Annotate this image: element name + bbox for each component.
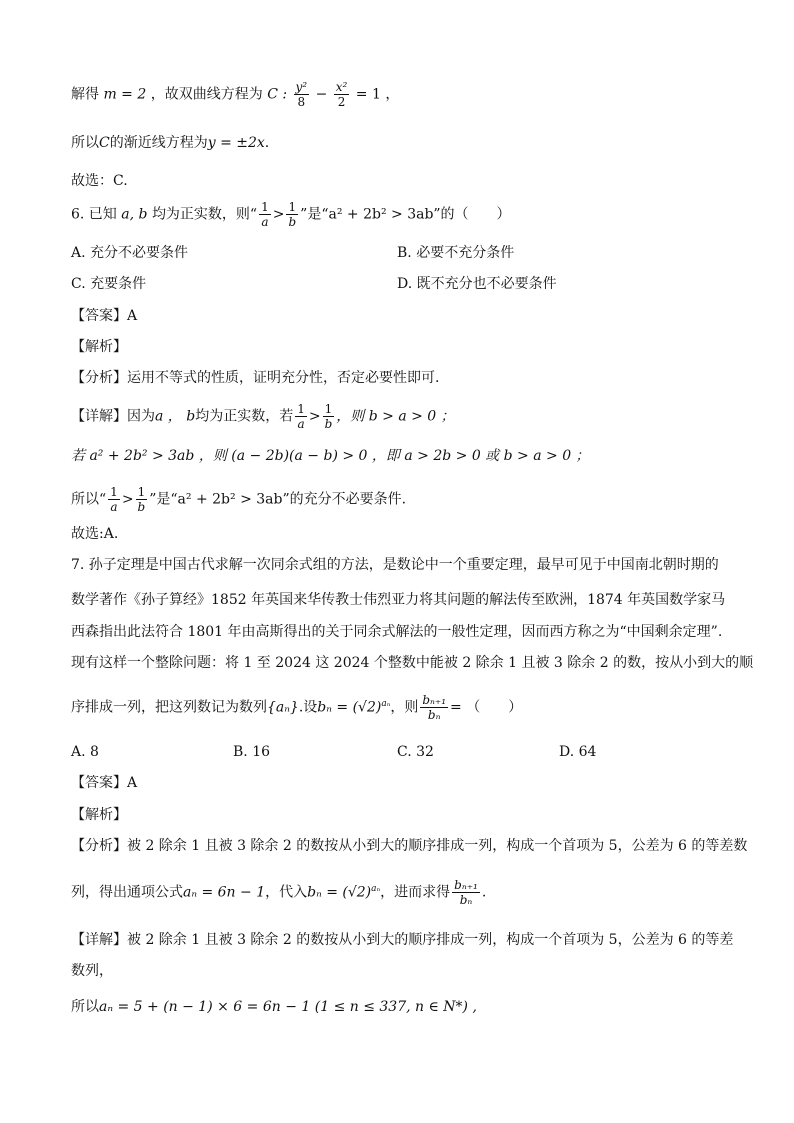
text: . xyxy=(481,884,487,901)
fraction-x2-2: $\frac{\text{x²}}{2}$ xyxy=(335,80,348,109)
gt-sign: > xyxy=(121,491,134,508)
q7-option-b: B. 16 xyxy=(233,744,271,760)
q6-choose: 故选:A. xyxy=(71,526,119,542)
text: 序排成一列，把这列数记为数列 xyxy=(71,699,267,716)
text: ，进而求得 xyxy=(380,884,451,901)
fraction-1-a: $\frac{1}{a}$ xyxy=(297,402,305,431)
q6-option-a: A. 充分不必要条件 xyxy=(71,245,189,261)
math: C xyxy=(99,135,110,151)
text: 6. 已知 xyxy=(71,206,117,223)
fraction-1-a: $\frac{1}{a}$ xyxy=(110,485,118,514)
q7-detail-1: 【详解】被 2 除余 1 且被 3 除余 2 的数按从小到大的顺序排成一列，构成一个首项为 5，公差为 6 的等差 xyxy=(71,932,734,948)
q6-fenxi: 【分析】运用不等式的性质，证明充分性，否定必要性即可. xyxy=(71,370,440,386)
math: bₙ = (√2) xyxy=(317,699,382,716)
q7-para-4: 现有这样一个整除问题：将 1 至 2024 这 2024 个整数中能被 2 除余 1 且被 3 除余 2 的数，按从小到大的顺 xyxy=(71,655,754,671)
text: ，代入 xyxy=(265,884,308,901)
text: 所以 xyxy=(71,999,99,1015)
q6-detail-2: 若 a² + 2b² > 3ab ，则 (a − 2b)(a − b) > 0 ，即 a > 2b > 0 或 b > a > 0 ； xyxy=(71,448,590,464)
math: aₙ = 5 + (n − 1) × 6 = 6n − 1 (1 ≤ n ≤ 337, n ∈ N*) , xyxy=(99,999,477,1015)
math: bₙ = (√2) xyxy=(307,884,372,901)
q6-stem xyxy=(71,200,511,229)
text: 均为正实数，若 xyxy=(195,408,294,425)
q7-detail-2: 数列， xyxy=(71,963,113,979)
q7-option-d: D. 64 xyxy=(559,744,597,760)
q7-fenxi-1: 【分析】被 2 除余 1 且被 3 除余 2 的数按从小到大的顺序排成一列，构成一个首项为 5，公差为 6 的等差数 xyxy=(71,838,748,854)
q6-option-b: B. 必要不充分条件 xyxy=(397,245,515,261)
q7-option-c: C. 32 xyxy=(397,744,434,760)
text: ，故双曲线方程为 xyxy=(150,86,263,103)
text: 解得 xyxy=(71,86,99,103)
text: . xyxy=(264,135,270,151)
math: m = 2 xyxy=(103,86,147,103)
fraction-bn1-bn: $\frac{\text{bₙ₊₁}}{\text{bₙ}}$ xyxy=(454,878,478,907)
math: a, b xyxy=(121,206,148,223)
math: a ， b xyxy=(155,408,196,425)
hyperbola-line xyxy=(71,80,399,109)
q6-option-c: C. 充要条件 xyxy=(71,276,147,292)
q6-answer: 【答案】A xyxy=(71,308,138,324)
math: y = ±2x xyxy=(207,135,265,151)
exponent: aₙ xyxy=(381,698,391,709)
q6-jiexi: 【解析】 xyxy=(71,339,127,355)
text: 所以 xyxy=(71,135,99,151)
text: 列，得出通项公式 xyxy=(71,884,183,901)
minus-sign: − xyxy=(315,86,328,103)
gt-sign: > xyxy=(308,408,321,425)
q7-para-5 xyxy=(71,693,522,722)
q7-detail-3 xyxy=(71,997,477,1017)
text: ”是“a² + 2b² > 3ab”的充分不必要条件. xyxy=(149,491,407,508)
math: C : xyxy=(267,86,288,103)
q7-jiexi: 【解析】 xyxy=(71,807,127,823)
exponent: aₙ xyxy=(371,883,381,894)
fraction-bn1-bn: $\frac{\text{bₙ₊₁}}{\text{bₙ}}$ xyxy=(422,693,447,722)
text: 【详解】因为 xyxy=(71,408,155,425)
fraction-1-a: $\frac{1}{a}$ xyxy=(261,200,269,229)
text: 均为正实数，则“ xyxy=(151,206,258,223)
math: ，则 b > a > 0 ； xyxy=(336,408,455,425)
asymptote-line xyxy=(71,133,269,153)
math: aₙ = 6n − 1 xyxy=(183,884,266,901)
gt-sign: > xyxy=(272,206,285,223)
q7-answer: 【答案】A xyxy=(71,775,138,791)
q7-para-2: 数学著作《孙子算经》1852 年英国来华传教士伟烈亚力将其问题的解法传至欧洲，1874 年英国数学家马 xyxy=(71,592,726,608)
q6-detail-3 xyxy=(71,485,406,514)
q7-fenxi-2 xyxy=(71,878,486,907)
q6-detail-1 xyxy=(71,402,455,431)
fraction-1-b: $\frac{1}{b}$ xyxy=(288,200,297,229)
text: 的渐近线方程为 xyxy=(109,135,208,151)
text: .设 xyxy=(298,699,318,716)
choose-line: 故选：C. xyxy=(71,173,128,189)
q6-option-d: D. 既不充分也不必要条件 xyxy=(397,276,557,292)
text: = （ ） xyxy=(450,699,523,716)
q7-para-1: 7. 孙子定理是中国古代求解一次同余式组的方法，是数论中一个重要定理，最早可见于中国南北朝时期的 xyxy=(71,557,719,573)
fraction-1-b: $\frac{1}{b}$ xyxy=(137,485,146,514)
fraction-y2-8: $\frac{\text{y²}}{8}$ xyxy=(295,80,308,109)
text: = 1 ， xyxy=(355,86,400,103)
q7-para-3: 西森指出此法符合 1801 年由高斯得出的关于同余式解法的一般性定理，因而西方称之为“中国剩余定理”. xyxy=(71,624,723,640)
math: {aₙ} xyxy=(267,699,299,716)
text: 所以“ xyxy=(71,491,107,508)
q7-option-a: A. 8 xyxy=(71,744,99,760)
text: ”是“a² + 2b² > 3ab”的（ ） xyxy=(300,206,511,223)
fraction-1-b: $\frac{1}{b}$ xyxy=(324,402,333,431)
text: ，则 xyxy=(390,699,419,716)
